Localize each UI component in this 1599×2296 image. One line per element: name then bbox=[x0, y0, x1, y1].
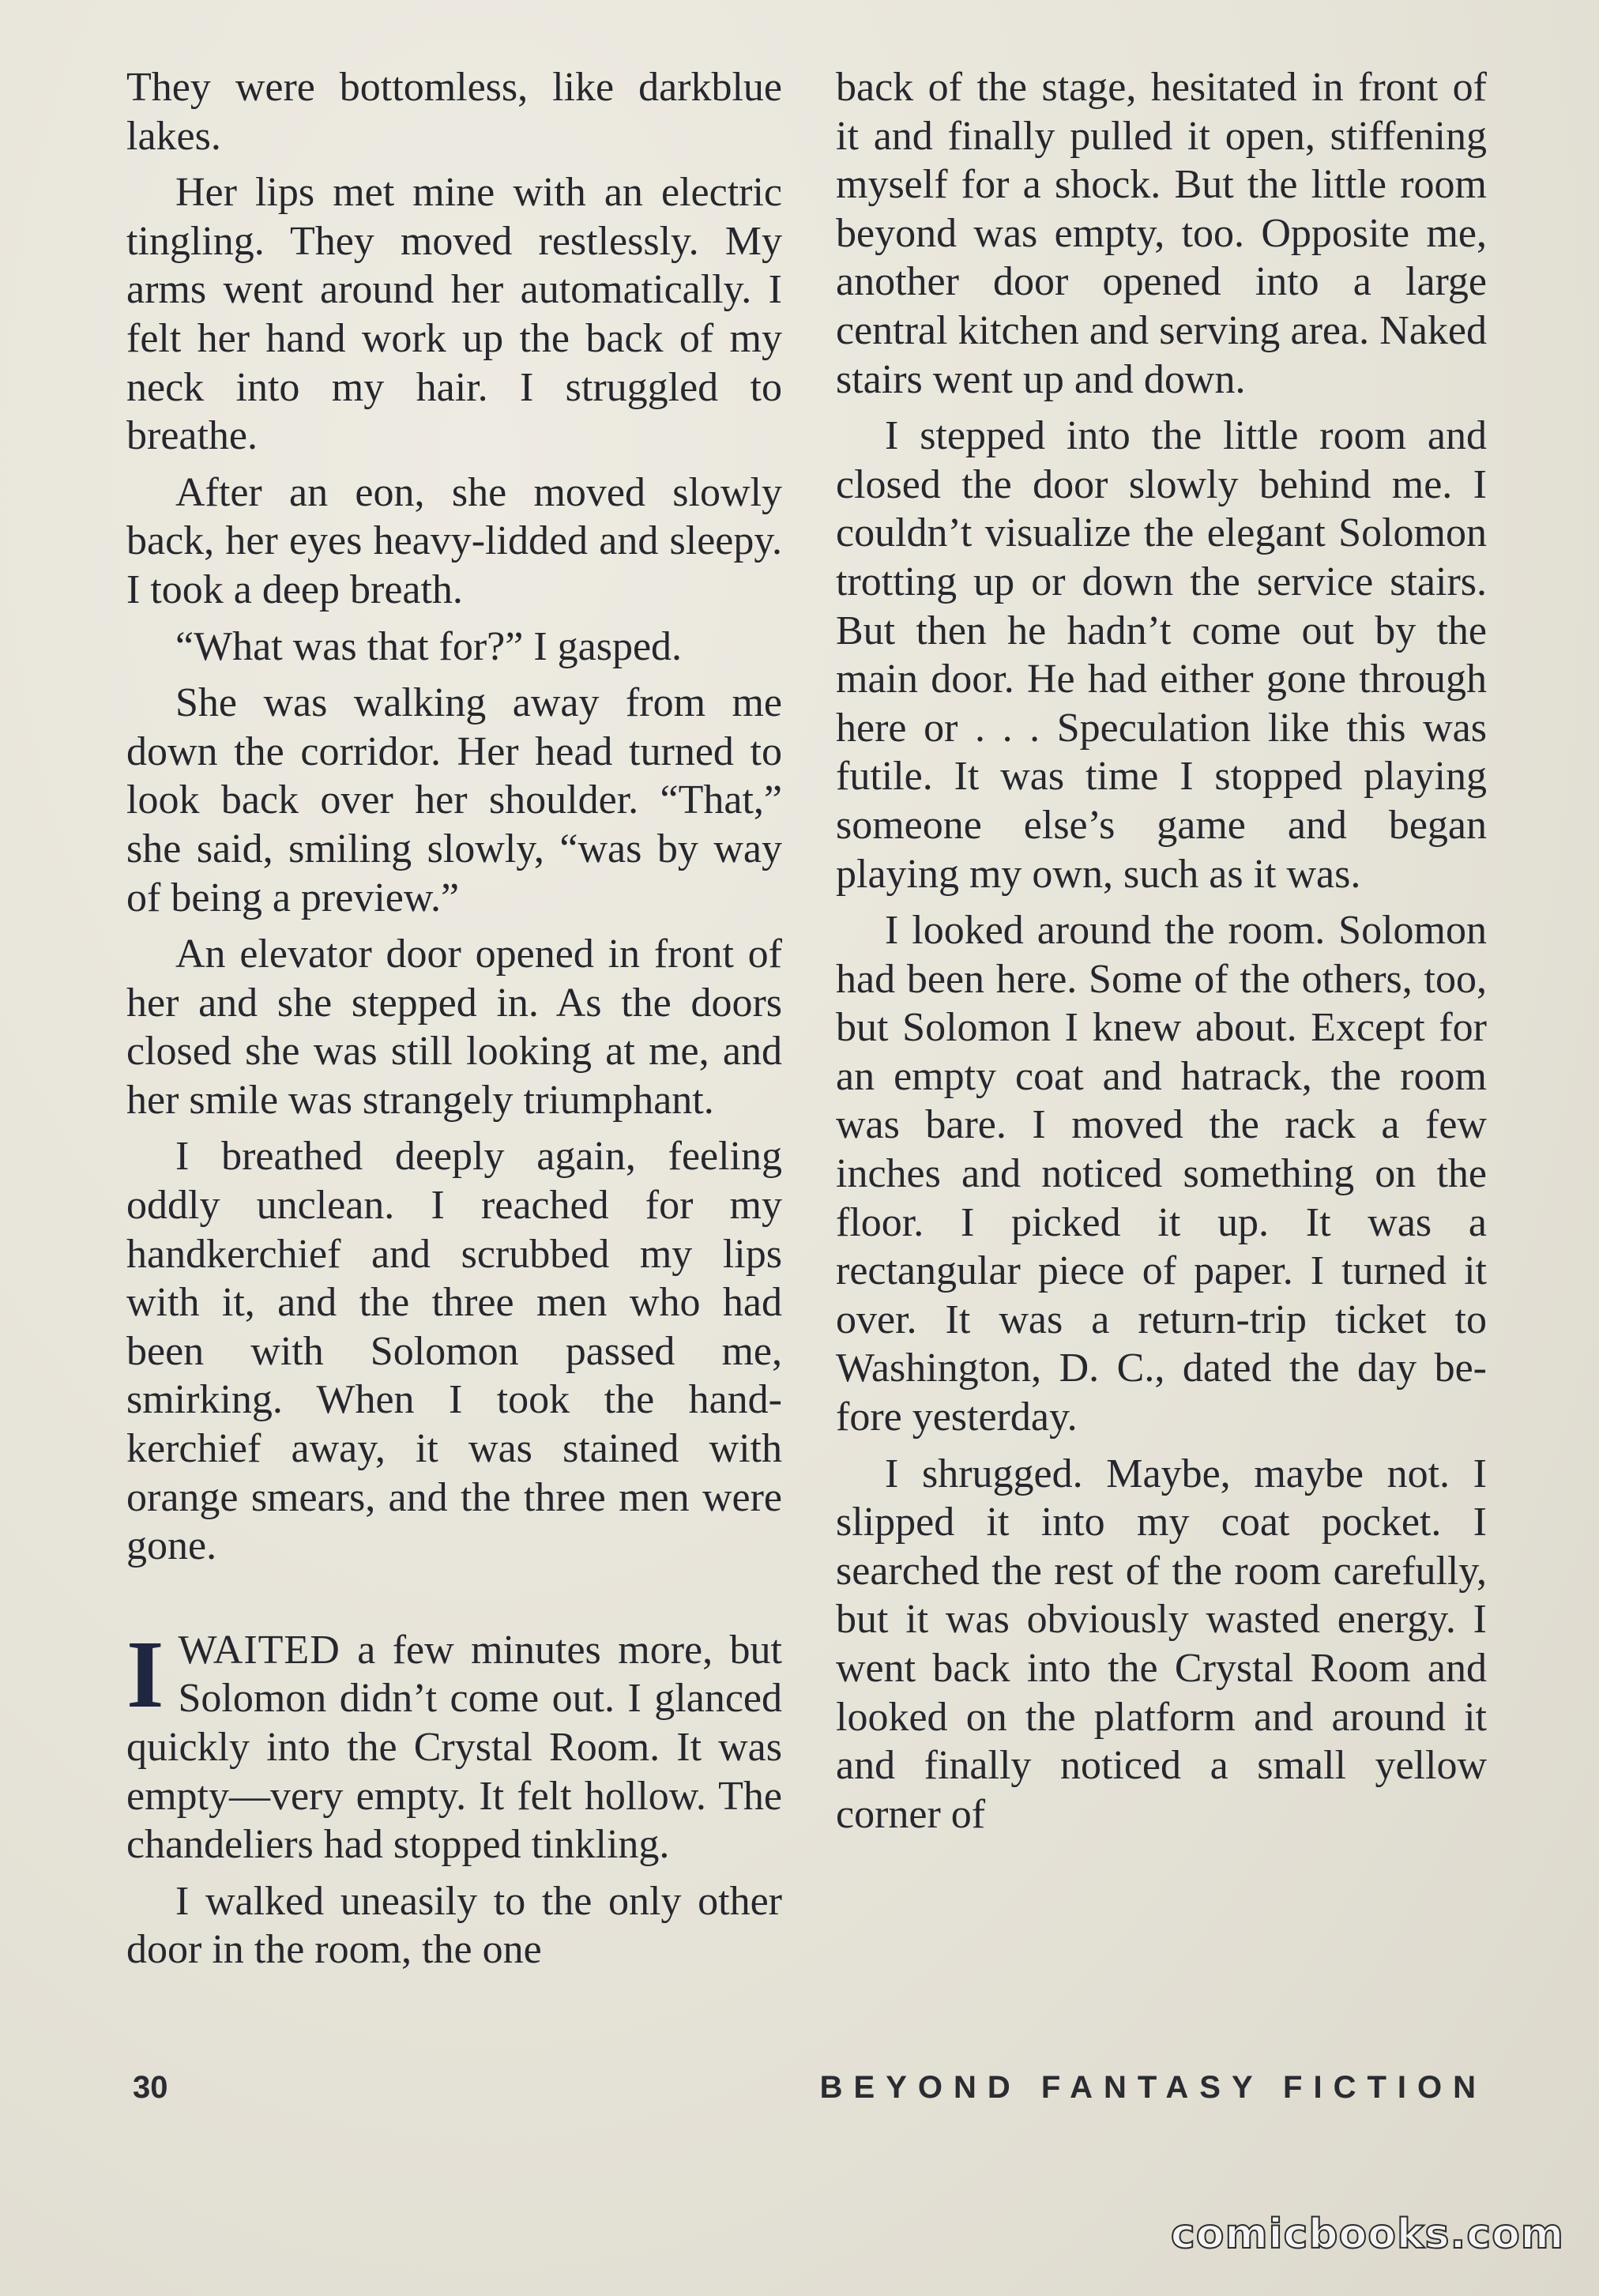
watermark-logo: comicbooks.com bbox=[1170, 2211, 1564, 2258]
right-column bbox=[836, 63, 1487, 1839]
paragraph: I looked around the room. Solomon had been here. Some of the others, too, but Solomon I knew about. Except for an empty coat and hatrack, the room was bare. I moved the rack a few inches and noticed something on the floor. I picked it up. It was a rectangular piece of paper. I turned it over. It was a return-trip ticket to Washington, D. C., dated the day before yesterday. bbox=[836, 908, 1487, 1440]
paragraph: back of the stage, hesitated in front of it and finally pulled it open, stiffening myself for a shock. But the little room beyond was empty, too. Opposite me, another door opened into a large central kitchen and serving area. Naked stairs went up and down. bbox=[836, 65, 1487, 402]
section-opening-paragraph bbox=[126, 1620, 782, 1869]
paragraph: She was walking away from me down the corridor. Her head turned to look back over her shoulder. “That,” she said, smiling slowly, “was by way of being a preview.” bbox=[126, 680, 782, 920]
page-number: 30 bbox=[133, 2070, 168, 2105]
paragraph: I stepped into the little room and closed the door slowly behind me. I couldn’t visualize the elegant Solomon trotting up or down the service stairs. But then he hadn’t come out by the main door. He had either gone through here or . . . Speculation like this was futile. It was time I stopped playing someone else’s game and began playing my own, such as it was. bbox=[836, 413, 1487, 897]
drop-cap: I bbox=[126, 1620, 164, 1728]
paragraph: I breathed deeply again, feeling oddly unclean. I reached for my handkerchief and scrubbed my lips with it, and the three men who had been with Solomon passed me, smirking. When I took the handkerchief away, it was stained with orange smears, and the three men were gone. bbox=[126, 1134, 782, 1569]
page-footer bbox=[126, 2070, 1487, 2117]
paragraph: An elevator door opened in front of her and she stepped in. As the doors closed she was still looking at me, and her smile was strangely triumphant. bbox=[126, 932, 782, 1123]
paragraph: “What was that for?” I gasped. bbox=[175, 623, 683, 669]
running-title: BEYOND FANTASY FICTION bbox=[819, 2070, 1487, 2105]
paragraph: After an eon, she moved slowly back, her eyes heavy-lidded and sleepy. I took a deep breath. bbox=[126, 469, 782, 612]
paragraph: I walked uneasily to the only other door in the room, the one bbox=[126, 1878, 782, 1973]
paragraph: I shrugged. Maybe, maybe not. I slipped it into my coat pocket. I searched the rest of the room carefully, but it was obviously wasted energy. I went back into the Crystal Room and looked on the platform and around it and finally noticed a small yellow corner of bbox=[836, 1451, 1487, 1837]
paragraph: They were bottomless, like darkblue lakes. bbox=[126, 65, 782, 159]
paragraph: Her lips met mine with an electric tingling. They moved restlessly. My arms went around her automatically. I felt her hand work up the back of my neck into my hair. I struggled to breathe. bbox=[126, 170, 782, 459]
section-lead-word: WAITED bbox=[178, 1627, 340, 1673]
section-text: a few minutes more, but Solomon didn’t come out. I glanced quickly into the Crystal Room. It was empty—very empty. It felt hollow. The chandeliers had stopped tinkling. bbox=[126, 1627, 782, 1868]
left-column bbox=[126, 63, 782, 1974]
